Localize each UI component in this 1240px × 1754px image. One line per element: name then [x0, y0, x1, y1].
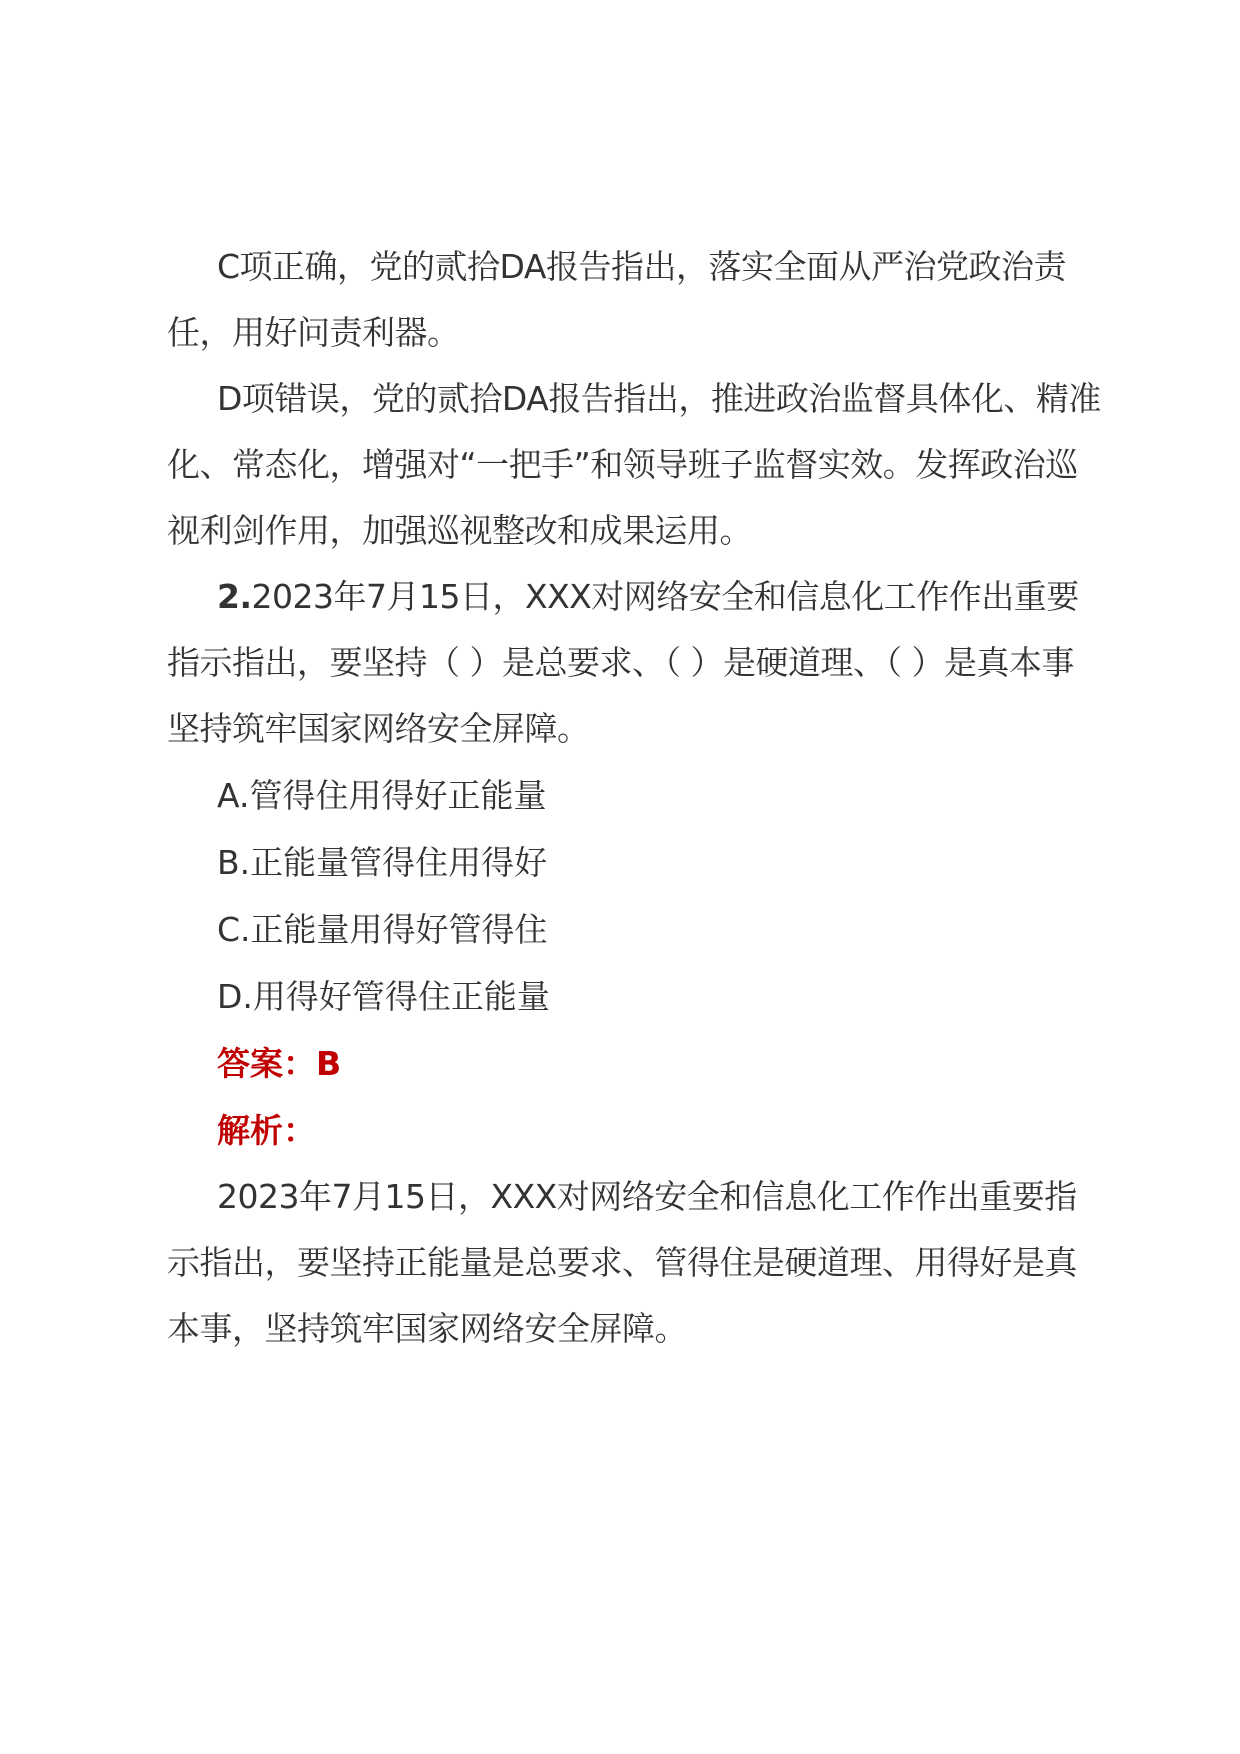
option-a: A.管得住用得好正能量	[217, 776, 547, 815]
analysis-label: 解析：	[217, 1111, 316, 1150]
question-number: 2.	[217, 577, 252, 616]
option-d: D.用得好管得住正能量	[217, 977, 550, 1016]
option-c: C.正能量用得好管得住	[217, 910, 548, 949]
analysis-text: 2023年7月15日，XXX对网络安全和信息化工作作出重要指示指出，要坚持正能量是总要求、管得住是硬道理、用得好是真本事，坚持筑牢国家网络安全屏障。	[167, 1177, 1077, 1348]
option-b: B.正能量管得住用得好	[217, 843, 548, 882]
option-d-explanation: D项错误，党的贰拾DA报告指出，推进政治监督具体化、精准化、常态化，增强对“一把手”和领导班子监督实效。发挥政治巡视利剑作用，加强巡视整改和成果运用。	[167, 379, 1101, 550]
question-stem	[167, 564, 1102, 762]
option-c-explanation: C项正确，党的贰拾DA报告指出，落实全面从严治党政治责任，用好问责利器。	[167, 247, 1066, 352]
answer-label: 答案：B	[217, 1044, 342, 1083]
question-stem-text: 2023年7月15日，XXX对网络安全和信息化工作作出重要指示指出，要坚持（ ）是总要求、（ ）是硬道理、（ ）是真本事坚持筑牢国家网络安全屏障。	[167, 577, 1079, 748]
document-content	[167, 234, 1102, 1362]
